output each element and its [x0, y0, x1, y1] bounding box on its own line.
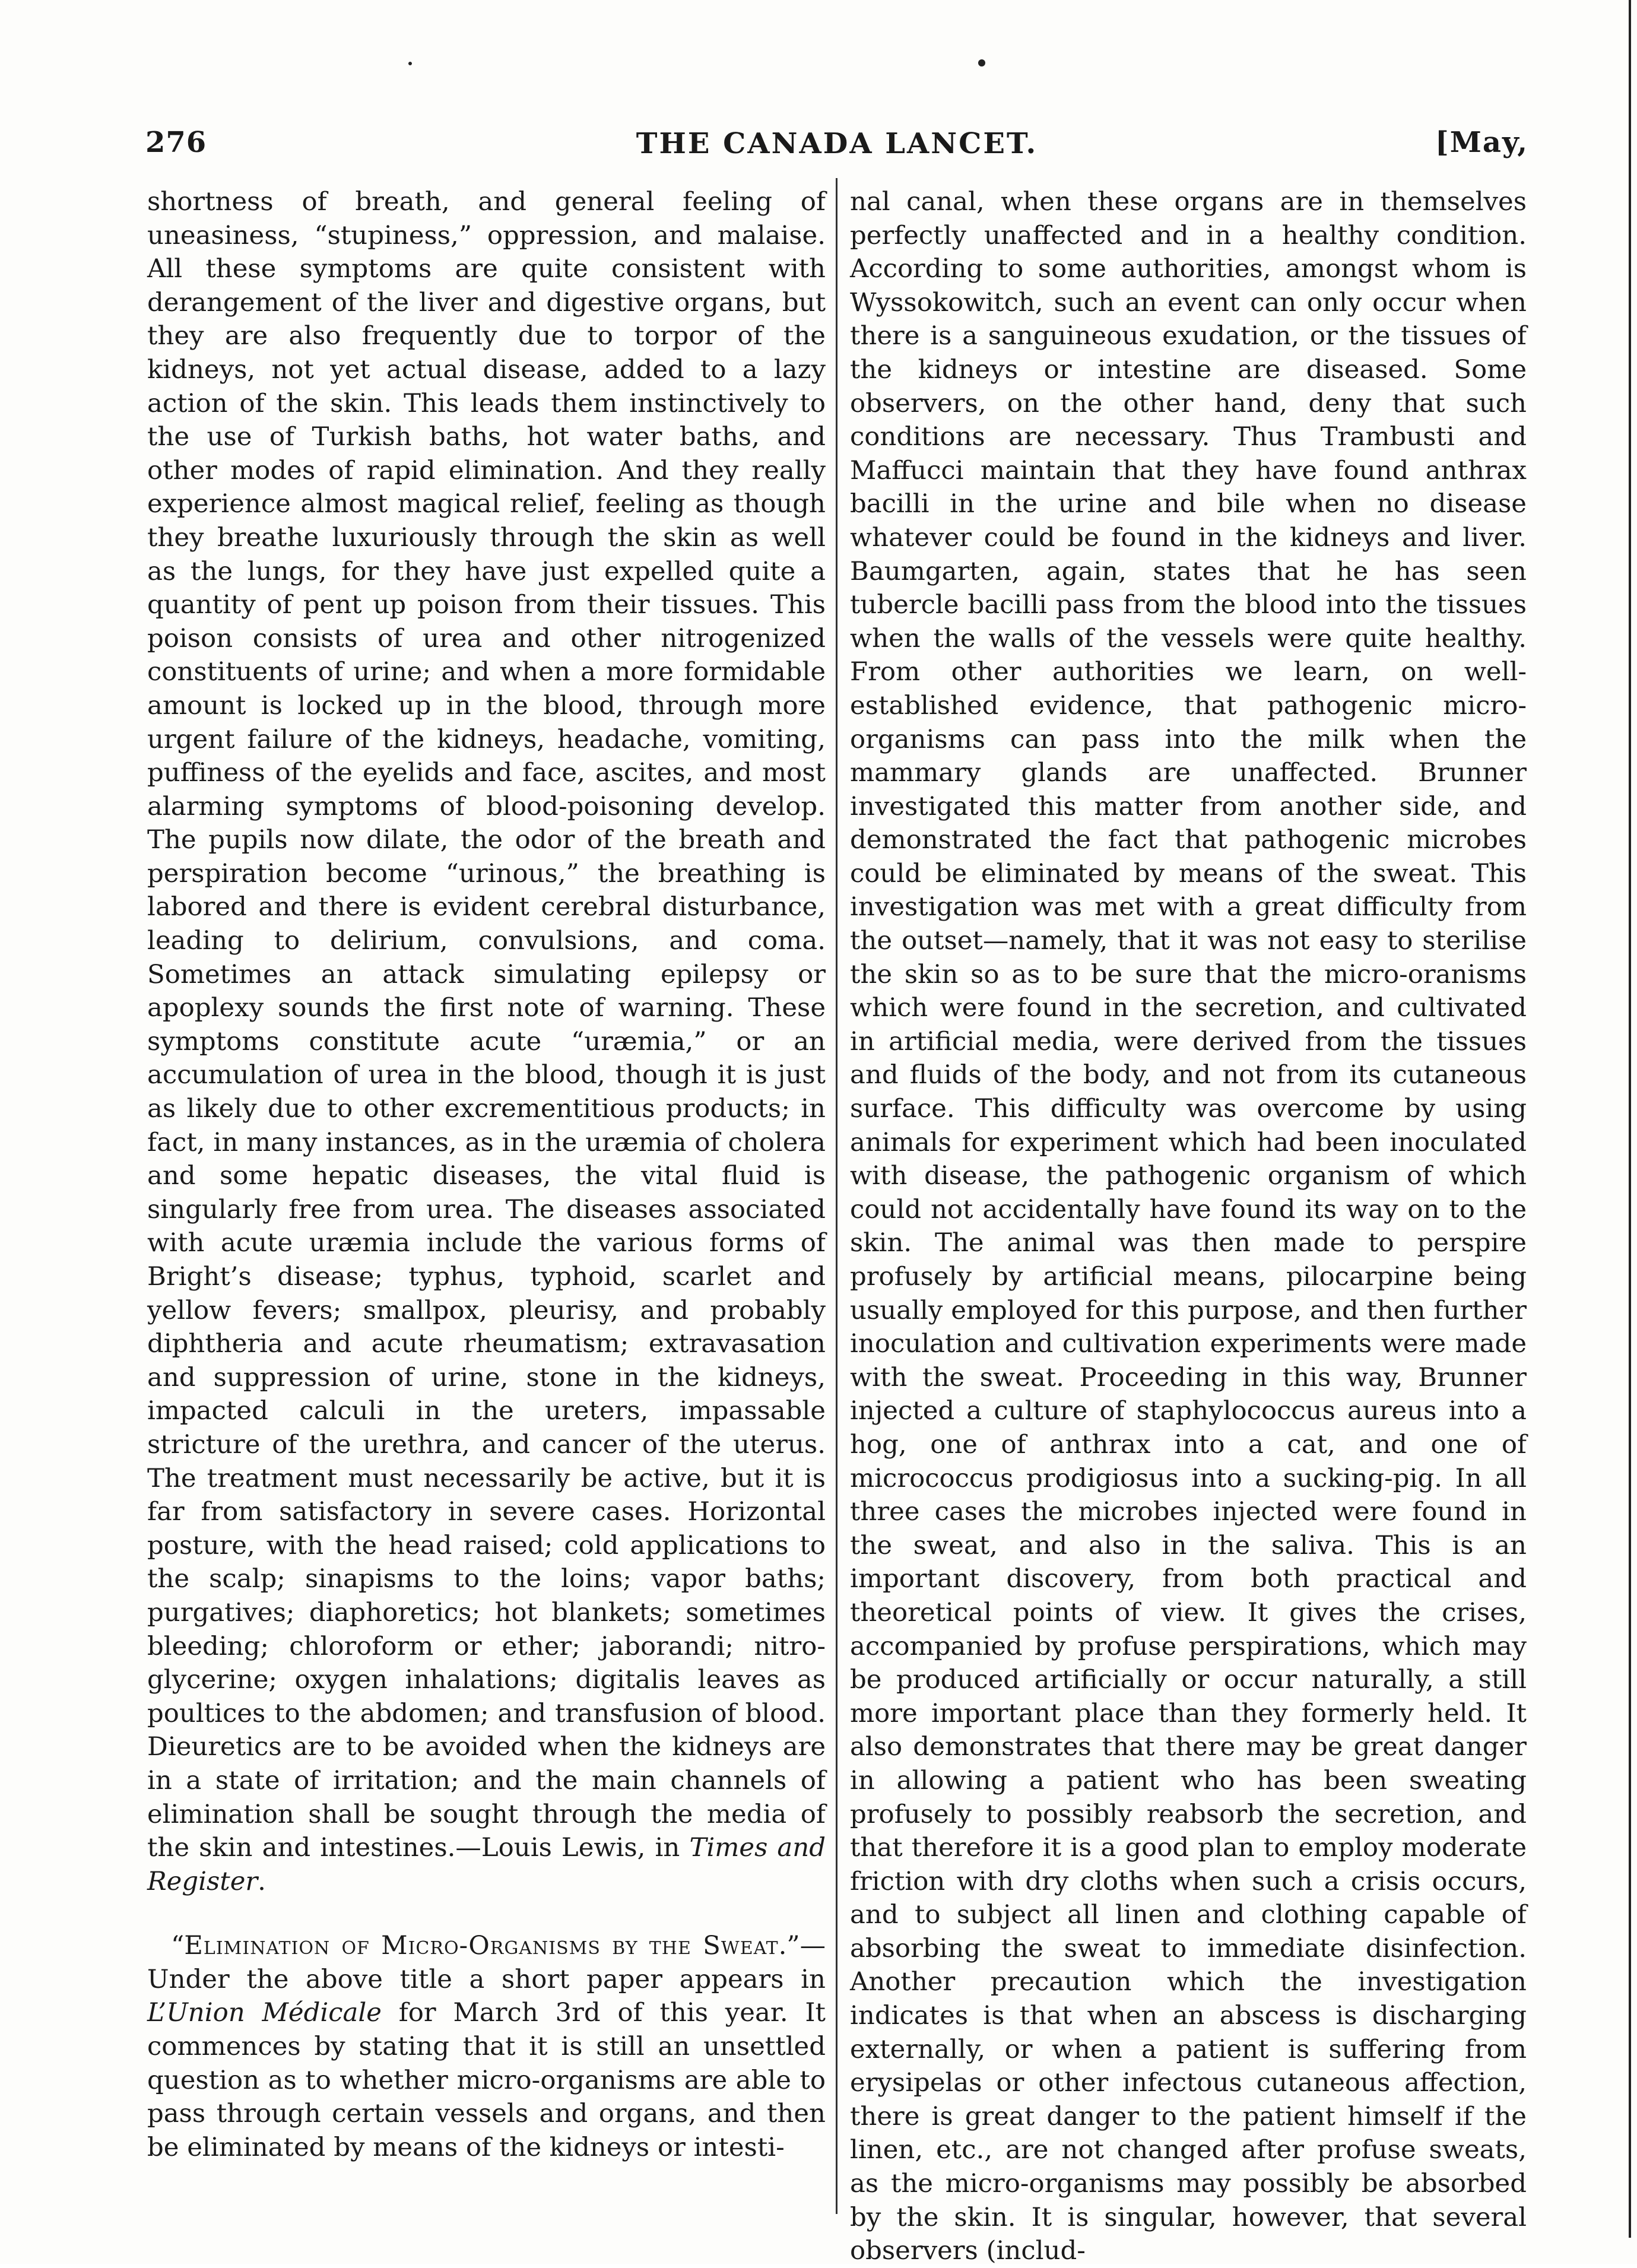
paragraph-elimination: [147, 1929, 826, 2164]
title-end: .”: [778, 1931, 800, 1961]
paragraph-end: .: [258, 1866, 266, 1896]
running-title: THE CANADA LANCET.: [636, 127, 1038, 160]
paragraph-continuation: [850, 185, 1527, 2268]
source-citation: Times and Register: [147, 1833, 826, 1896]
header-date: [May,: [1435, 126, 1528, 159]
article-title: Elimination of Micro-Organisms by the Sweat: [184, 1931, 779, 1961]
paragraph-text-b: for March 3rd of this year. It commences by stating that it is still an unsettled question as to whether micro-organisms are able to pass through certain vessels and organs, and then be eliminated by means of the kidneys or intesti-: [147, 1998, 826, 2162]
left-column: [147, 185, 826, 2164]
print-speck: [978, 59, 985, 66]
page-number: 276: [145, 126, 207, 159]
paragraph-text-a: —Under the above title a short paper appears in: [147, 1931, 826, 1994]
page-header: [145, 118, 1528, 165]
page-edge-line: [1629, 0, 1631, 2238]
column-divider: [836, 178, 837, 2214]
open-quote: “: [171, 1931, 185, 1961]
paragraph-text: nal canal, when these organs are in themselves perfectly unaffected and in a healthy condition. According to some authorities, amongst whom is Wyssokowitch, such an event can only occur when there is a sanguineous exudation, or the tissues of the kidneys or intestine are diseased. Some observers, on the other hand, deny that such conditions are necessary. Thus Trambusti and Maffucci maintain that they have found anthrax bacilli in the urine and bile when no disease whatever could be found in the kidneys and liver. Baumgarten, again, states that he has seen tubercle bacilli pass from the blood into the tissues when the walls of the vessels were quite healthy. From other authorities we learn, on well-established evidence, that pathogenic micro-organisms can pass into the milk when the mammary glands are unaffected. Brunner investigated this matter from another side, and demonstrated the fact that pathogenic microbes could be eliminated by means of the sweat. This investigation was met with a great difficulty from the outset—namely, that it was not easy to sterilise the skin so as to be sure that the micro-oranisms which were found in the secretion, and cultivated in artificial media, were derived from the tissues and fluids of the body, and not from its cutaneous surface. This difficulty was overcome by using animals for experiment which had been inoculated with disease, the pathogenic organism of which could not accidentally have found its way on to the skin. The animal was then made to perspire profusely by artificial means, pilocarpine being usually employed for this purpose, and then further inoculation and cultivation experiments were made with the sweat. Proceeding in this way, Brunner injected a culture of staphylococcus aureus into a hog, one of anthrax into a cat, and one of micrococcus prodigiosus into a sucking-pig. In all three cases the microbes injected were found in the sweat, and also in the saliva. This is an important discovery, from both practical and theoretical points of view. It gives the crises, accompanied by profuse perspirations, which may be produced artificially or occur naturally, a still more important place than they formerly held. It also demonstrates that there may be great danger in allowing a patient who has been sweating profusely to possibly reabsorb the secretion, and that therefore it is a good plan to employ moderate friction with dry cloths when such a crisis occurs, and to subject all linen and clothing capable of absorbing the sweat to immediate disinfection. Another precaution which the investigation indicates is that when an abscess is discharging externally, or when a patient is suffering from erysipelas or other infectous cutaneous affection, there is great danger to the patient himself if the linen, etc., are not changed after profuse sweats, as the micro-organisms may possibly be absorbed by the skin. It is singular, however, that several observers (includ-: [850, 187, 1527, 2266]
journal-name: L’Union Médicale: [147, 1998, 382, 2028]
paragraph-text: shortness of breath, and general feeling of uneasiness, “stupiness,” oppression, and malaise. All these symptoms are quite consistent with derangement of the liver and digestive organs, but they are also frequently due to torpor of the kidneys, not yet actual disease, added to a lazy action of the skin. This leads them instinctively to the use of Turkish baths, hot water baths, and other modes of rapid elimination. And they really experience almost magical relief, feeling as though they breathe luxuriously through the skin as well as the lungs, for they have just expelled quite a quantity of pent up poison from their tissues. This poison consists of urea and other nitrogenized constituents of urine; and when a more formidable amount is locked up in the blood, through more urgent failure of the kidneys, headache, vomiting, puffiness of the eyelids and face, ascites, and most alarming symptoms of blood-poisoning develop. The pupils now dilate, the odor of the breath and perspiration become “urinous,” the breathing is labored and there is evident cerebral disturbance, leading to delirium, convulsions, and coma. Sometimes an attack simulating epilepsy or apoplexy sounds the first note of warning. These symptoms constitute acute “uræmia,” or an accumulation of urea in the blood, though it is just as likely due to other excrementitious products; in fact, in many instances, as in the uræmia of cholera and some hepatic diseases, the vital fluid is singularly free from urea. The diseases associated with acute uræmia include the various forms of Bright’s disease; typhus, typhoid, scarlet and yellow fevers; smallpox, pleurisy, and probably diphtheria and acute rheumatism; extravasation and suppression of urine, stone in the kidneys, impacted calculi in the ureters, impassable stricture of the urethra, and cancer of the uterus. The treatment must necessarily be active, but it is far from satisfactory in severe cases. Horizontal posture, with the head raised; cold applications to the scalp; sinapisms to the loins; vapor baths; purgatives; diaphoretics; hot blankets; sometimes bleeding; chloroform or ether; jaborandi; nitro-glycerine; oxygen inhalations; digitalis leaves as poultices to the abdomen; and transfusion of blood. Dieuretics are to be avoided when the kidneys are in a state of irritation; and the main channels of elimination shall be sought through the media of the skin and intestines.—Louis Lewis, in: [147, 187, 826, 1863]
paragraph-uraemia: [147, 185, 826, 1898]
right-column: [850, 185, 1527, 2268]
print-speck: [408, 62, 412, 65]
